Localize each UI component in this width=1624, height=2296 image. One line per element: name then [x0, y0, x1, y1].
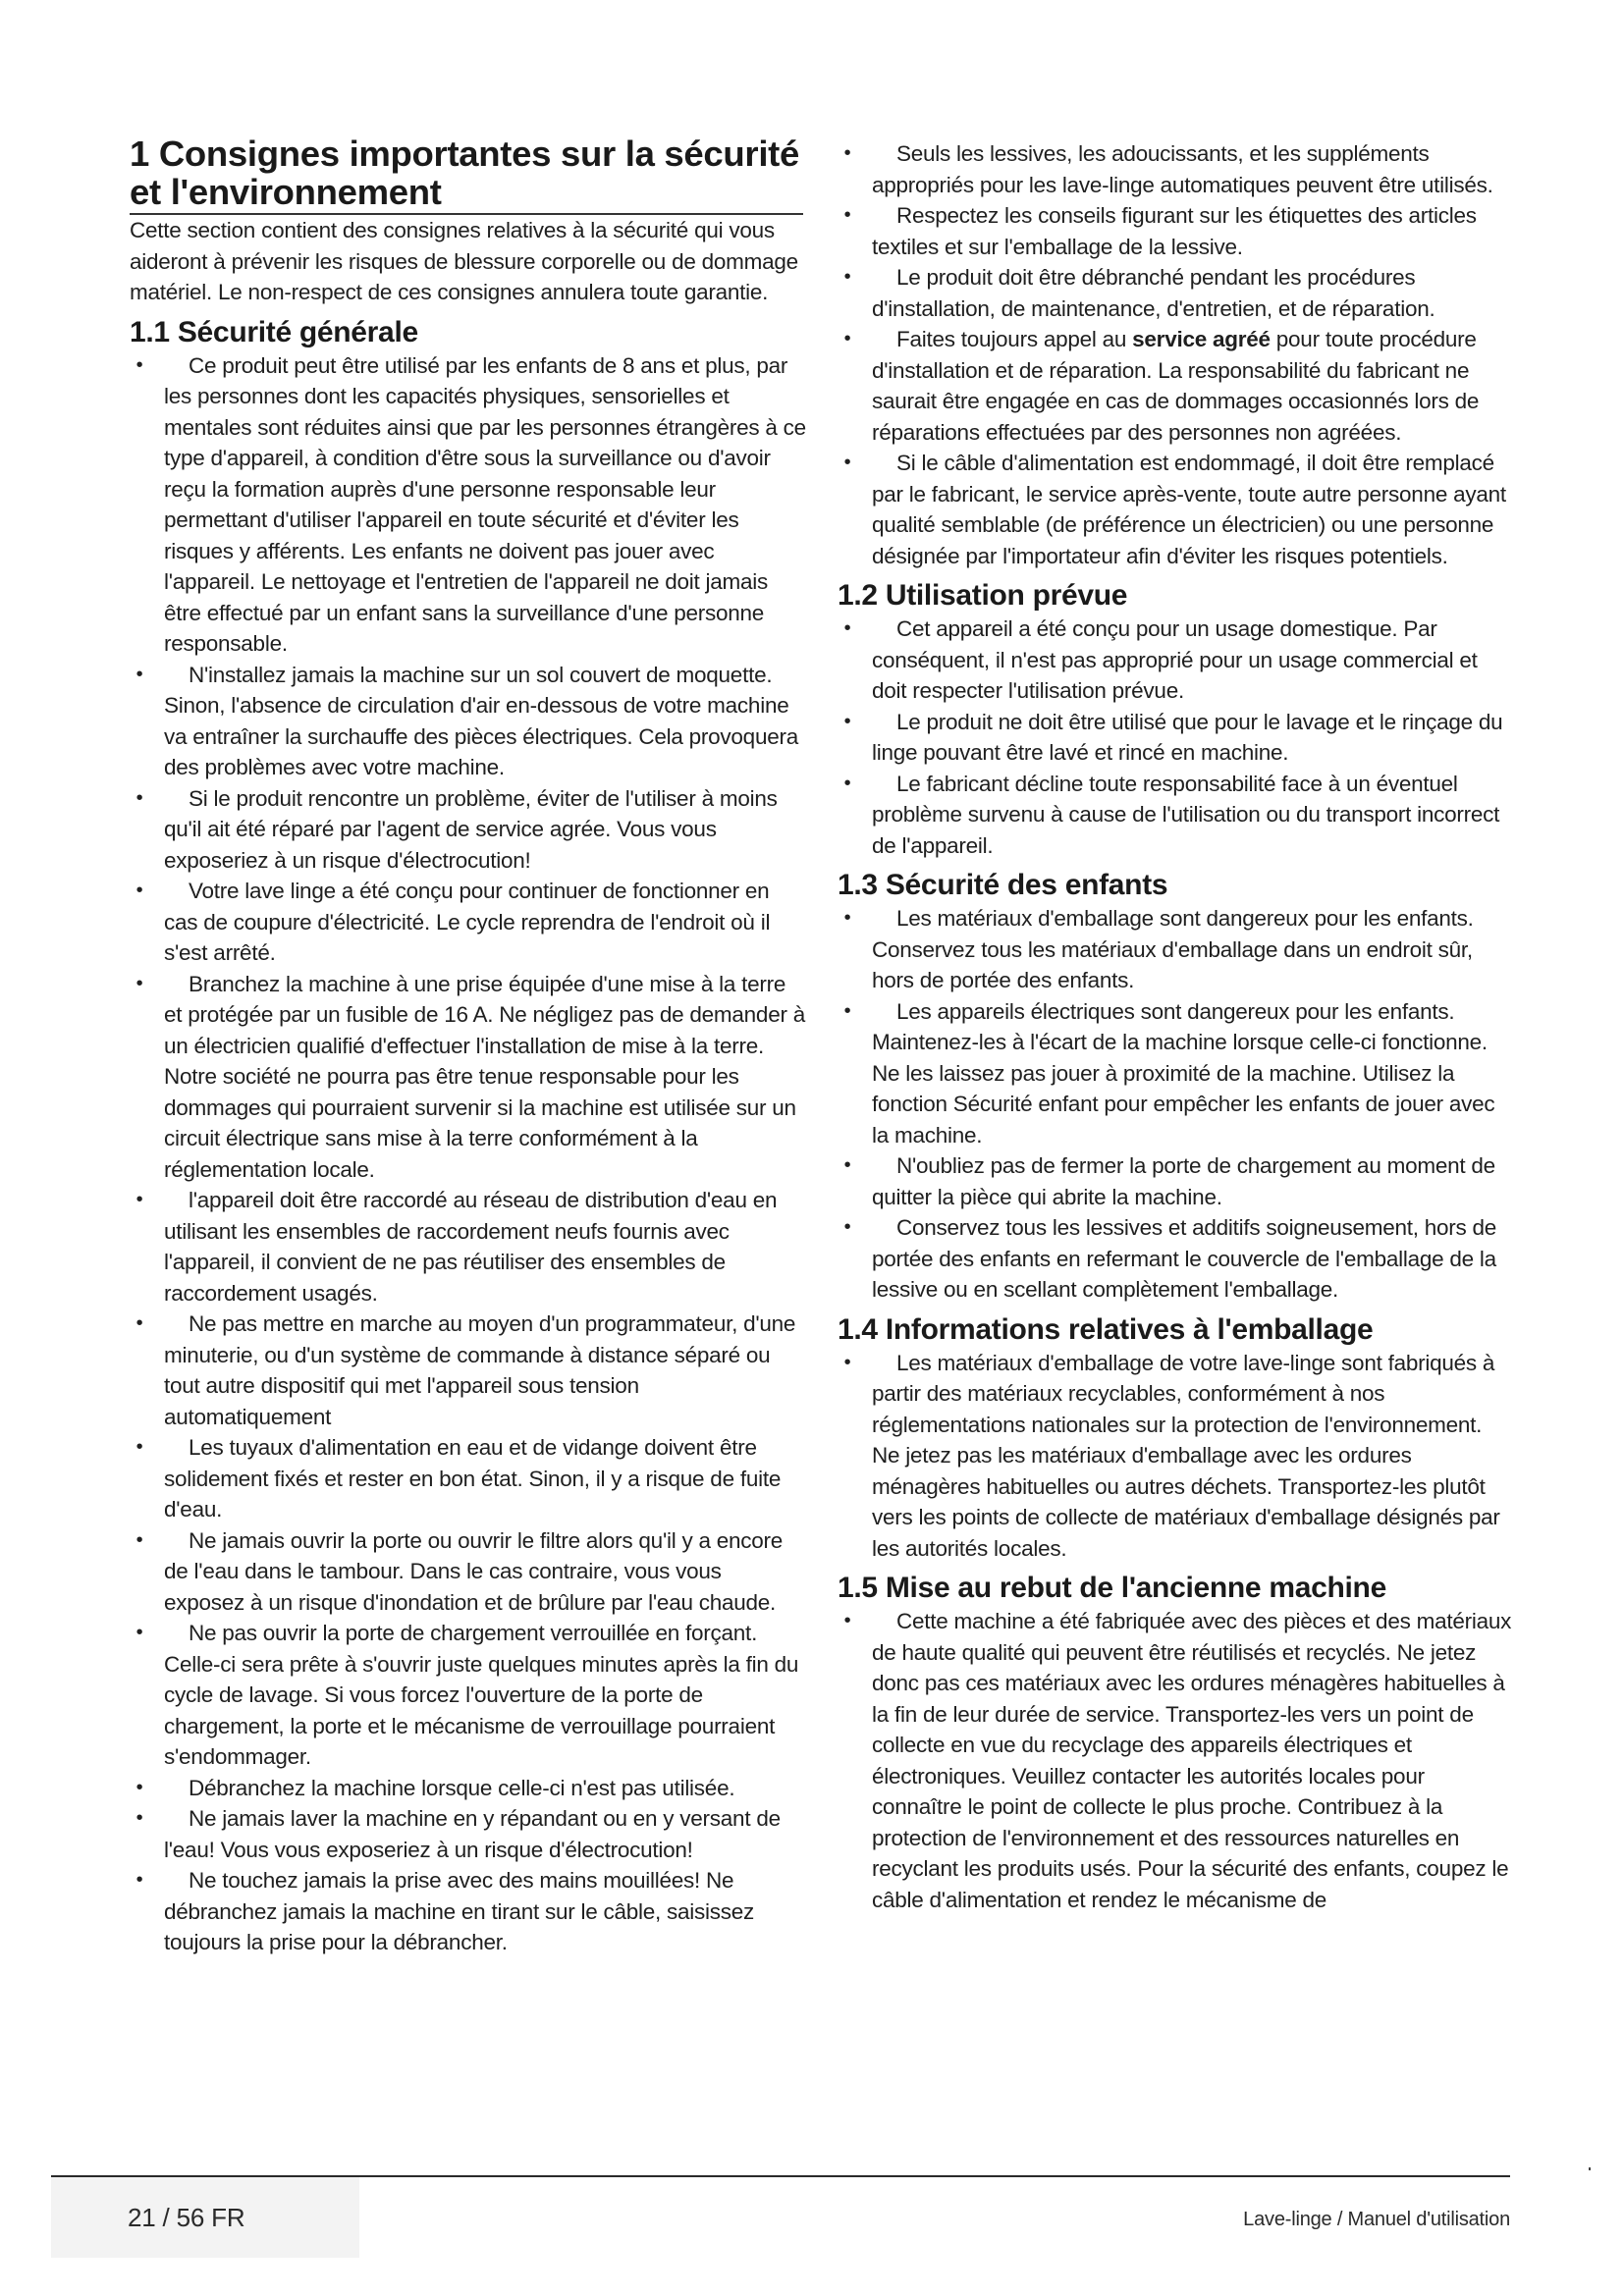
- bullet-icon: •: [843, 266, 851, 288]
- heading-1-1: 1.1 Sécurité générale: [130, 315, 418, 348]
- list-item: • Les tuyaux d'alimentation en eau et de vidange doivent être solidement fixés et rester en bon état. Sinon, il y a risque de fuite d'eau.: [130, 1432, 807, 1525]
- list-1-1: [130, 350, 807, 1958]
- list-item: • N'installez jamais la machine sur un sol couvert de moquette. Sinon, l'absence de circulation d'air en-dessous de votre machine va entraîner la surchauffe des pièces électriques. Cela provoquera des problèmes avec votre machine.: [130, 660, 807, 783]
- page-number: 21 / 56 FR: [128, 2203, 245, 2232]
- list-item: • Cet appareil a été conçu pour un usage domestique. Par conséquent, il n'est pas approprié pour un usage commercial et doit respecter l'utilisation prévue.: [838, 614, 1515, 707]
- page-title-line2: et l'environnement: [130, 172, 442, 212]
- bullet-icon: •: [135, 1869, 143, 1891]
- bullet-icon: •: [843, 1154, 851, 1176]
- bullet-icon: •: [135, 1436, 143, 1458]
- bullet-icon: •: [135, 663, 143, 685]
- list-item: • Le fabricant décline toute responsabilité face à un éventuel problème survenu à cause de l'utilisation ou du transport incorrect de l'appareil.: [838, 769, 1515, 862]
- list-item: • Votre lave linge a été conçu pour continuer de fonctionner en cas de coupure d'électricité. Le cycle reprendra de l'endroit où il s'est arrêté.: [130, 876, 807, 969]
- bullet-icon: •: [843, 1216, 851, 1238]
- bullet-icon: •: [135, 972, 143, 994]
- list-item: • Ne pas ouvrir la porte de chargement verrouillée en forçant. Celle-ci sera prête à s'ouvrir juste quelques minutes après la fin du cycle de lavage. Si vous forcez l'ouverture de la porte de chargement, la porte et le mécanisme de verrouillage pourraient s'endommager.: [130, 1618, 807, 1773]
- bullet-icon: •: [135, 1528, 143, 1551]
- list-1-1-continued: [838, 138, 1515, 571]
- bullet-icon: •: [135, 353, 143, 376]
- document-title: Lave-linge / Manuel d'utilisation: [1243, 2209, 1510, 2230]
- list-item: • Branchez la machine à une prise équipée d'une mise à la terre et protégée par un fusible de 16 A. Ne négligez pas de demander à un électricien qualifié d'effectuer l'installation de mise à la terre. Notre société ne pourra pas être tenue responsable pour les dommages qui pourraient survenir si la machine est utilisée sur un circuit électrique sans mise à la terre conformément à la réglementation locale.: [130, 969, 807, 1186]
- list-1-4: [838, 1348, 1515, 1565]
- bullet-icon: •: [135, 1622, 143, 1643]
- bullet-icon: •: [843, 204, 851, 226]
- bullet-icon: •: [135, 786, 143, 809]
- intro-paragraph: Cette section contient des consignes relatives à la sécurité qui vous aideront à prévenir les risques de blessure corporelle ou de dommage matériel. Le non-respect de ces consignes annulera toute garantie.: [130, 218, 798, 304]
- list-item: • Ce produit peut être utilisé par les enfants de 8 ans et plus, par les personnes dont les capacités physiques, sensorielles et mentales sont réduites ainsi que par les personnes étrangères à ce type d'appareil, à condition d'être sous la surveillance ou d'avoir reçu la formation auprès d'une personne responsable leur permettant d'utiliser l'appareil en toute sécurité et d'éviter les risques y afférents. Les enfants ne doivent pas jouer avec l'appareil. Le nettoyage et l'entretien de l'appareil ne doit jamais être effectué par un enfant sans la surveillance d'une personne responsable.: [130, 350, 807, 660]
- bullet-icon: •: [135, 1189, 143, 1210]
- list-item: • Le produit ne doit être utilisé que pour le lavage et le rinçage du linge pouvant être lavé et rincé en machine.: [838, 707, 1515, 769]
- list-1-5: [838, 1606, 1515, 1915]
- list-item: • Ne jamais laver la machine en y répandant ou en y versant de l'eau! Vous vous exposeriez à un risque d'électrocution!: [130, 1803, 807, 1865]
- list-item: • Ne touchez jamais la prise avec des mains mouillées! Ne débranchez jamais la machine en tirant sur le câble, saisissez toujours la prise pour la débrancher.: [130, 1865, 807, 1958]
- list-item: • Respectez les conseils figurant sur les étiquettes des articles textiles et sur l'emballage de la lessive.: [838, 200, 1515, 262]
- list-item: • Le produit doit être débranché pendant les procédures d'installation, de maintenance, d'entretien, et de réparation.: [838, 262, 1515, 324]
- heading-1-4: 1.4 Informations relatives à l'emballage: [838, 1312, 1374, 1346]
- list-item: • Cette machine a été fabriquée avec des pièces et des matériaux de haute qualité qui peuvent être réutilisés et recyclés. Ne jetez donc pas ces matériaux avec les ordures ménagères habituelles à la fin de leur durée de service. Transportez-les vers un point de collecte en vue du recyclage des appareils électriques et électroniques. Veuillez contacter les autorités locales pour connaître le point de collecte le plus proche. Contribuez à la protection de l'environnement et des ressources naturelles en recyclant les produits usés. Pour la sécurité des enfants, coupez le câble d'alimentation et rendez le mécanisme de: [838, 1606, 1515, 1915]
- bullet-icon: •: [843, 999, 851, 1022]
- heading-1-3: 1.3 Sécurité des enfants: [838, 869, 1168, 901]
- bullet-icon: •: [843, 1351, 851, 1373]
- right-column: [838, 138, 1515, 1915]
- list-item: • N'oubliez pas de fermer la porte de chargement au moment de quitter la pièce qui abrite la machine.: [838, 1150, 1515, 1212]
- list-1-2: [838, 614, 1515, 861]
- crop-mark: [1589, 2167, 1591, 2170]
- bullet-icon: •: [843, 907, 851, 929]
- bullet-icon: •: [843, 452, 851, 473]
- bullet-icon: •: [843, 710, 851, 732]
- bullet-icon: •: [843, 1610, 851, 1631]
- bullet-icon: •: [843, 328, 851, 349]
- list-item: • Les matériaux d'emballage de votre lave-linge sont fabriqués à partir des matériaux recyclables, conformément à nos réglementations nationales sur la protection de l'environnement. Ne jetez pas les matériaux d'emballage avec les ordures ménagères habituelles ou autres déchets. Transportez-les plutôt vers les points de collecte de matériaux d'emballage désignés par les autorités locales.: [838, 1348, 1515, 1565]
- left-column: [130, 134, 807, 1958]
- page-footer: [51, 2175, 1510, 2258]
- page-number-box: [51, 2177, 359, 2258]
- list-item: • Seuls les lessives, les adoucissants, et les suppléments appropriés pour les lave-linge automatiques peuvent être utilisés.: [838, 138, 1515, 200]
- bullet-icon: •: [135, 1312, 143, 1334]
- list-item: • Ne pas mettre en marche au moyen d'un programmateur, d'une minuterie, ou d'un système de commande à distance séparé ou tout autre dispositif qui met l'appareil sous tension automatiquement: [130, 1308, 807, 1432]
- list-item: • Conservez tous les lessives et additifs soigneusement, hors de portée des enfants en refermant le couvercle de l'emballage de la lessive ou en scellant complètement l'emballage.: [838, 1212, 1515, 1306]
- bullet-icon: •: [135, 880, 143, 901]
- bullet-icon: •: [843, 772, 851, 794]
- list-item: • Les appareils électriques sont dangereux pour les enfants. Maintenez-les à l'écart de la machine lorsque celle-ci fonctionne. Ne les laissez pas jouer à proximité de la machine. Utilisez la fonction Sécurité enfant pour empêcher les enfants de jouer avec la machine.: [838, 996, 1515, 1151]
- page-title: [130, 134, 807, 211]
- list-item: • Si le câble d'alimentation est endommagé, il doit être remplacé par le fabricant, le service après-vente, toute autre personne ayant qualité semblable (de préférence un électricien) ou une personne désignée par l'importateur afin d'éviter les risques potentiels.: [838, 448, 1515, 571]
- service-agree-emphasis: service agréé: [1132, 327, 1271, 351]
- heading-1-2: 1.2 Utilisation prévue: [838, 579, 1128, 612]
- bullet-icon: •: [135, 1807, 143, 1829]
- bullet-icon: •: [843, 142, 851, 164]
- list-item: • Les matériaux d'emballage sont dangereux pour les enfants. Conservez tous les matériaux d'emballage dans un endroit sûr, hors de portée des enfants.: [838, 903, 1515, 996]
- list-item: • l'appareil doit être raccordé au réseau de distribution d'eau en utilisant les ensembles de raccordement neufs fournis avec l'appareil, il convient de ne pas réutiliser des ensembles de raccordement usagés.: [130, 1185, 807, 1308]
- list-item: • Faites toujours appel au service agréé pour toute procédure d'installation et de réparation. La responsabilité du fabricant ne saurait être engagée en cas de dommages occasionnés lors de réparations effectuées par des personnes non agréées.: [838, 324, 1515, 448]
- list-item: • Ne jamais ouvrir la porte ou ouvrir le filtre alors qu'il y a encore de l'eau dans le tambour. Dans le cas contraire, vous vous exposez à un risque d'inondation et de brûlure par l'eau chaude.: [130, 1525, 807, 1619]
- bullet-icon: •: [135, 1776, 143, 1798]
- list-item: • Débranchez la machine lorsque celle-ci n'est pas utilisée.: [130, 1773, 807, 1804]
- page-title-line1: 1 Consignes importantes sur la sécurité: [130, 133, 800, 174]
- heading-1-5: 1.5 Mise au rebut de l'ancienne machine: [838, 1572, 1386, 1604]
- list-1-3: [838, 903, 1515, 1306]
- list-item: • Si le produit rencontre un problème, éviter de l'utiliser à moins qu'il ait été réparé par l'agent de service agrée. Vous vous exposeriez à un risque d'électrocution!: [130, 783, 807, 877]
- bullet-icon: •: [843, 617, 851, 639]
